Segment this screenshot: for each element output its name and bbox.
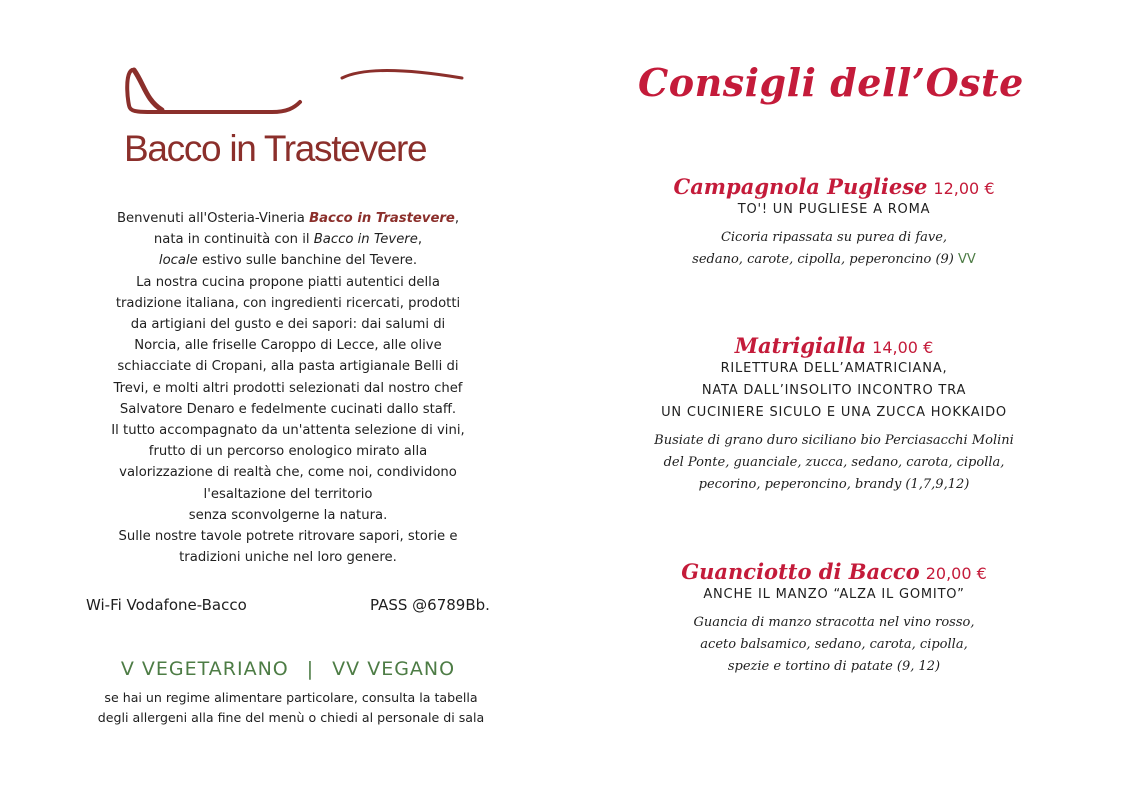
vegan-badge: VV [958,252,976,267]
intro-line: Sulle nostre tavole potrete ritrovare sapori, storie e [118,529,458,545]
intro-line: La nostra cucina propone piatti autentici della [136,274,440,290]
wifi-info [86,596,506,618]
dish-header [610,333,1058,358]
dish-tagline: RILETTURA DELL’AMATRICIANA, [720,361,948,376]
intro-line: valorizzazione di realtà che, come noi, condividono [119,465,457,481]
intro-text: Benvenuti all'Osteria-Vineria [116,211,310,226]
intro-text: nata in continuità con il [153,232,314,248]
dish-name: Guanciotto di Bacco [681,559,920,584]
dish-guanciotto-di-bacco [610,559,1058,678]
dish-header [610,174,1058,199]
vegetarian-label: V VEGETARIANO [120,658,289,680]
allergen-note [76,688,506,727]
intro-line: frutto di un percorso enologico mirato alla [148,444,428,460]
intro-line: Trevi, e molti altri prodotti selezionati dal nostro chef [113,380,463,396]
section-title: Consigli dell’Oste [638,60,1024,105]
dish-header [610,559,1058,584]
intro-line [76,208,500,229]
dish-description-line: Cicoria ripassata su purea di fave, [720,230,948,245]
dish-description [610,227,1058,271]
legend-separator: | [306,658,315,680]
intro-line: da artigiani del gusto e dei sapori: dai salumi di [130,317,446,333]
vegan-label: VV VEGANO [332,658,456,680]
dish-tagline: UN CUCINIERE SICULO E UNA ZUCCA HOKKAIDO [661,405,1007,420]
dish-matrigialla [610,333,1058,496]
dish-name: Matrigialla [734,333,867,358]
wifi-network-name: Wi-Fi Vodafone-Bacco [86,596,247,614]
dish-description-line: Guancia di manzo stracotta nel vino rosso, [693,615,975,630]
dish-description-line: del Ponte, guanciale, zucca, sedano, carota, cipolla, [663,455,1005,470]
intro-text: locale [158,253,198,269]
intro-text: estivo sulle banchine del Tevere. [197,253,418,269]
dish-tagline: NATA DALL’INSOLITO INCONTRO TRA [701,383,967,398]
intro-line: Il tutto accompagnato da un'attenta selezione di vini, [111,423,465,439]
dish-description-line: aceto balsamico, sedano, carota, cipolla, [700,637,968,652]
sister-venue-name: Bacco in Tevere [313,232,418,248]
dish-price: 20,00 € [925,564,987,583]
intro-line: Norcia, alle friselle Caroppo di Lecce, alle olive [134,338,442,354]
allergen-note-line: degli allergeni alla fine del menù o chiedi al personale di sala [97,709,485,725]
brand-name: Bacco in Trastevere [309,211,455,226]
dish-description-line: pecorino, peperoncino, brandy (1,7,9,12) [698,477,970,492]
intro-line [76,250,500,271]
dish-description-text: sedano, carote, cipolla, peperoncino (9) [692,252,954,267]
restaurant-logo-text: Bacco in Trastevere [124,128,427,169]
diet-legend [76,658,500,680]
dish-description-line: spezie e tortino di patate (9, 12) [727,659,941,674]
intro-text: , [417,232,423,248]
wifi-password: PASS @6789Bb. [370,596,490,614]
dish-tagline: TO'! UN PUGLIESE A ROMA [737,202,931,217]
dish-description [610,430,1058,496]
intro-line: schiacciate di Cropani, alla pasta artigianale Belli di [117,359,459,375]
dish-description-line: Busiate di grano duro siciliano bio Perciasacchi Molini [654,433,1014,448]
restaurant-logo-wine-mark [62,66,472,118]
intro-paragraph [76,208,500,568]
dish-campagnola-pugliese [610,174,1058,271]
dish-tagline: ANCHE IL MANZO “ALZA IL GOMITO” [703,587,965,602]
intro-line [76,229,500,250]
dish-price: 14,00 € [872,338,934,357]
intro-line: Salvatore Denaro e fedelmente cucinati dallo staff. [119,401,457,417]
intro-line: tradizioni uniche nel loro genere. [179,550,397,566]
dish-description [610,612,1058,678]
allergen-note-line: se hai un regime alimentare particolare, consulta la tabella [104,690,478,705]
dish-price: 12,00 € [933,179,995,198]
intro-line: senza sconvolgerne la natura. [188,507,388,523]
intro-line: tradizione italiana, con ingredienti ricercati, prodotti [115,295,461,311]
intro-text: , [454,211,460,226]
dish-description-line [610,249,1058,271]
dish-name: Campagnola Pugliese [673,174,928,199]
intro-line: l'esaltazione del territorio [203,486,373,502]
